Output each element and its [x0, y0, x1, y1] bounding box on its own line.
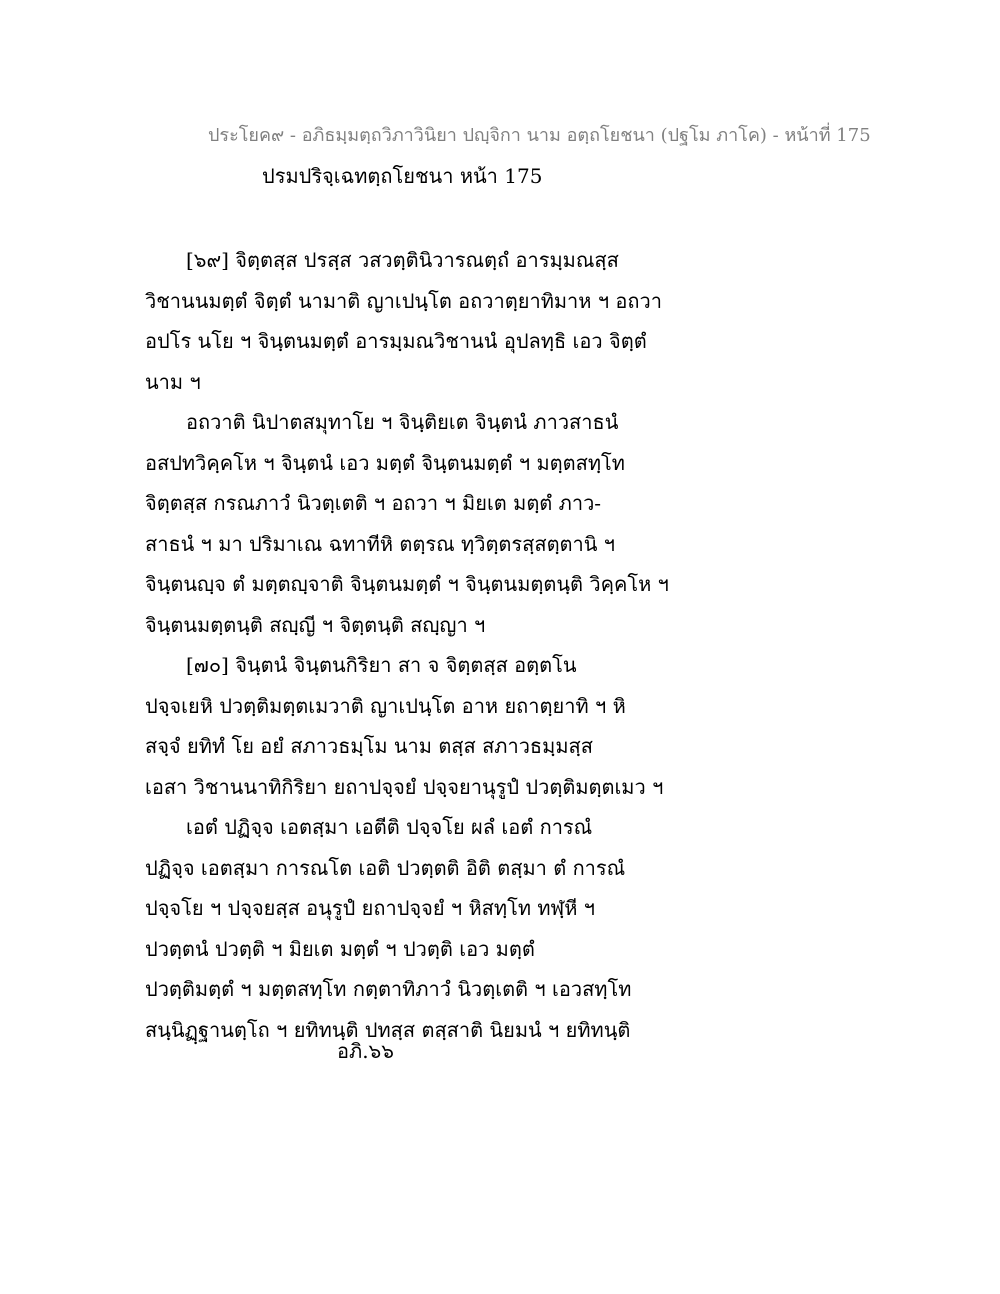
text-line: สาธนํ ฯ มา ปริมาเณ ฉทาทีหิ ตตฺรณ ทฺวิตฺตรสฺสตฺตานิ ฯ — [145, 531, 616, 556]
text-line: ปวตฺตนํ ปวตฺติ ฯ มิยเต มตฺตํ ฯ ปวตฺติ เอว มตฺตํ — [145, 936, 535, 961]
text-line: อสปทวิคฺคโห ฯ จินฺตนํ เอว มตฺตํ จินฺตนมตฺตํ ฯ มตฺตสทฺโท — [145, 450, 625, 475]
text-line: สนฺนิฏฺฐานตฺโถ ฯ ยทิทนฺติ ปทสฺส ตสฺสาติ นิยมนํ ฯ ยทิทนฺติ — [145, 1017, 631, 1042]
footer-note: อภิ.๖๖ — [337, 1039, 394, 1063]
text-line: ปฏิจฺจ เอตสฺมา การณโต เอติ ปวตฺตติ อิติ ตสฺมา ตํ การณํ — [145, 855, 626, 880]
text-line: เอสา วิชานนาทิกิริยา ยถาปจฺจยํ ปจฺจยานุรูปํ ปวตฺติมตฺตเมว ฯ — [145, 774, 664, 799]
section-title: ปรมปริจฺเฉทตฺถโยชนา หน้า 175 — [262, 164, 543, 188]
text-line: จิตฺตสฺส กรณภาวํ นิวตฺเตติ ฯ อถวา ฯ มิยเต มตฺตํ ภาว- — [145, 491, 602, 515]
text-line: [๖๙] จิตฺตสฺส ปรสฺส วสวตฺตินิวารณตฺถํ อารมฺมณสฺส — [186, 248, 619, 272]
text-line: [๗๐] จินฺตนํ จินฺตนกิริยา สา จ จิตฺตสฺส อตฺตโน — [186, 653, 577, 677]
text-line: วิชานนมตฺตํ จิตฺตํ นามาติ ญาเปนฺโต อถวาตฺยาทิมาห ฯ อถวา — [145, 288, 663, 313]
text-line: สจฺจํ ยทิทํ โย อยํ สภาวธมฺโม นาม ตสฺส สภาวธมฺมสฺส — [145, 734, 593, 758]
text-line: จินฺตนญฺจ ตํ มตฺตญฺจาติ จินฺตนมตฺตํ ฯ จินฺตนมตฺตนฺติ วิคฺคโห ฯ — [145, 572, 669, 596]
text-line: อปโร นโย ฯ จินฺตนมตฺตํ อารมฺมณวิชานนํ อุปลทฺธิ เอว จิตฺตํ — [145, 329, 647, 353]
text-line: เอตํ ปฏิจฺจ เอตสฺมา เอตีติ ปจฺจโย ผลํ เอตํ การณํ — [186, 815, 593, 839]
text-line: ปจฺจเยหิ ปวตฺติมตฺตเมวาติ ญาเปนฺโต อาห ยถาตฺยาทิ ฯ หิ — [145, 693, 626, 718]
text-line: จินฺตนมตฺตนฺติ สญฺญี ฯ จิตฺตนฺติ สญฺญา ฯ — [145, 612, 486, 637]
text-line: ปจฺจโย ฯ ปจฺจยสฺส อนุรูปํ ยถาปจฺจยํ ฯ หิสทฺโท ทฬฺหี ฯ — [145, 896, 595, 920]
page-header: ประโยค๙ - อภิธมฺมตฺถวิภาวินิยา ปญฺจิกา นาม อตฺถโยชนา (ปฐโม ภาโค) - หน้าที่ 175 — [208, 125, 871, 146]
text-line: ปวตฺติมตฺตํ ฯ มตฺตสทฺโท กตฺตาทิภาวํ นิวตฺเตติ ฯ เอวสทฺโท — [145, 977, 632, 1001]
text-line: อถวาติ นิปาตสมุทาโย ฯ จินฺติยเต จินฺตนํ ภาวสาธนํ — [186, 410, 619, 434]
body-text — [145, 240, 865, 1050]
text-line: นาม ฯ — [145, 369, 201, 394]
